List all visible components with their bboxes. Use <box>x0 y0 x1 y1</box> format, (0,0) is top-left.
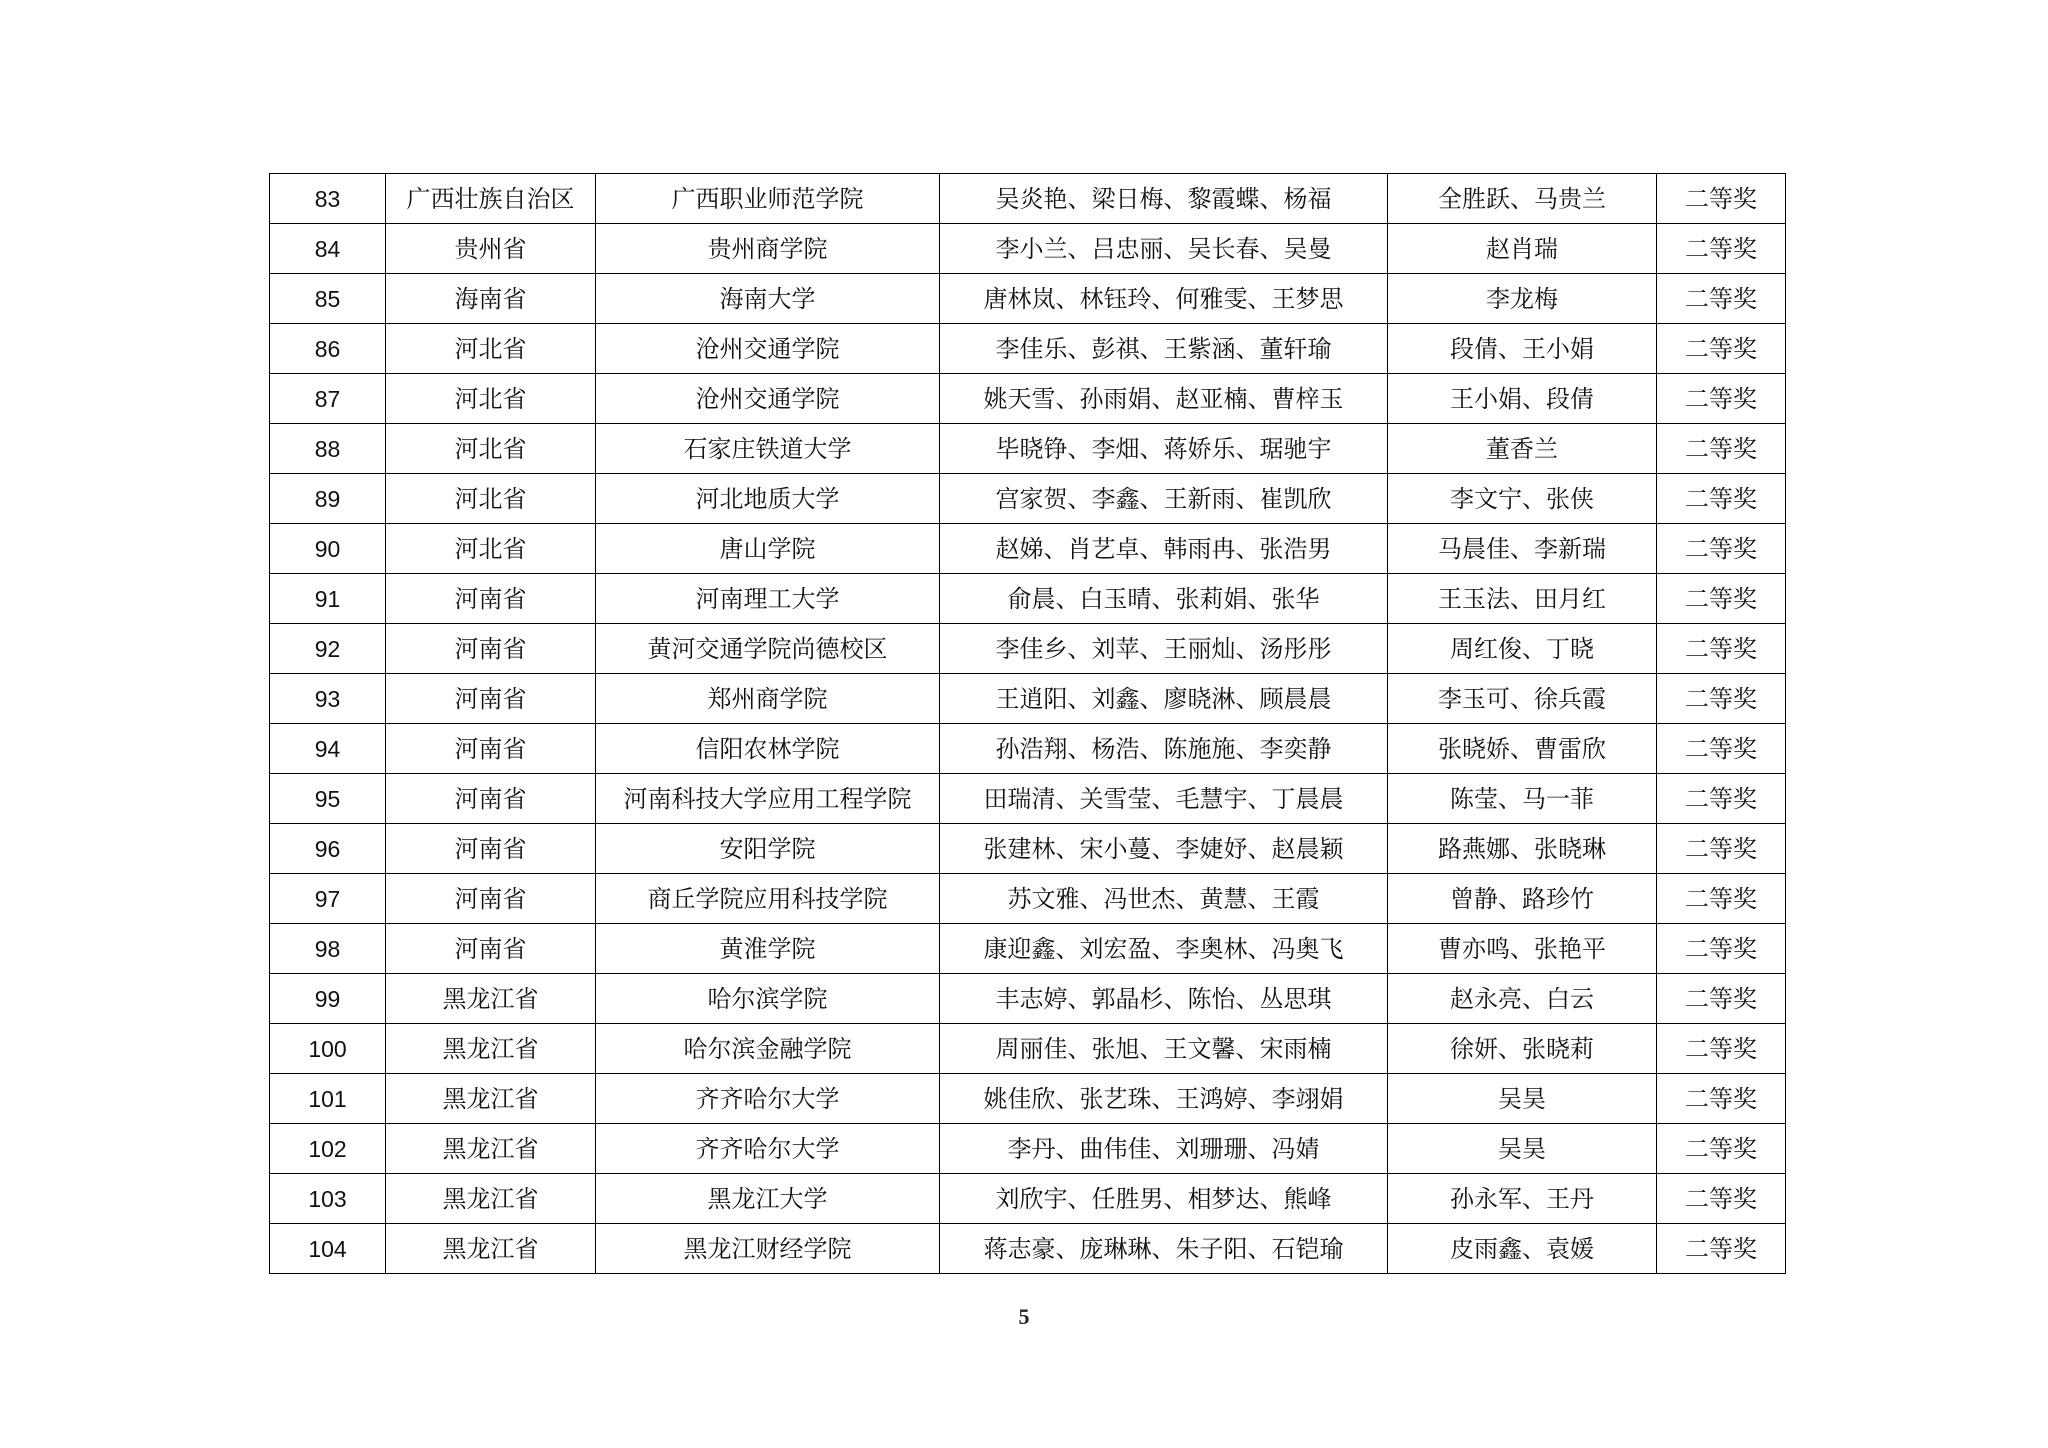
cell-school: 河南科技大学应用工程学院 <box>596 774 940 824</box>
cell-province: 河北省 <box>386 474 596 524</box>
cell-award: 二等奖 <box>1657 1124 1786 1174</box>
cell-award: 二等奖 <box>1657 624 1786 674</box>
cell-school: 河北地质大学 <box>596 474 940 524</box>
cell-students: 王逍阳、刘鑫、廖晓淋、顾晨晨 <box>940 674 1388 724</box>
cell-award: 二等奖 <box>1657 274 1786 324</box>
table-row <box>270 974 1786 1024</box>
table-row <box>270 174 1786 224</box>
cell-advisors: 段倩、王小娟 <box>1388 324 1657 374</box>
cell-school: 黄淮学院 <box>596 924 940 974</box>
cell-school: 贵州商学院 <box>596 224 940 274</box>
cell-award: 二等奖 <box>1657 1074 1786 1124</box>
cell-students: 张建林、宋小蔓、李婕妤、赵晨颖 <box>940 824 1388 874</box>
cell-province: 黑龙江省 <box>386 1024 596 1074</box>
cell-province: 广西壮族自治区 <box>386 174 596 224</box>
cell-number: 93 <box>270 674 386 724</box>
cell-province: 河南省 <box>386 924 596 974</box>
cell-advisors: 曾静、路珍竹 <box>1388 874 1657 924</box>
cell-province: 河南省 <box>386 574 596 624</box>
cell-advisors: 徐妍、张晓莉 <box>1388 1024 1657 1074</box>
cell-award: 二等奖 <box>1657 574 1786 624</box>
cell-number: 104 <box>270 1224 386 1274</box>
cell-students: 李佳乡、刘苹、王丽灿、汤彤彤 <box>940 624 1388 674</box>
cell-students: 姚天雪、孙雨娟、赵亚楠、曹梓玉 <box>940 374 1388 424</box>
cell-number: 95 <box>270 774 386 824</box>
cell-students: 唐林岚、林钰玲、何雅雯、王梦思 <box>940 274 1388 324</box>
cell-school: 商丘学院应用科技学院 <box>596 874 940 924</box>
cell-students: 毕晓铮、李畑、蒋娇乐、琚驰宇 <box>940 424 1388 474</box>
cell-number: 99 <box>270 974 386 1024</box>
cell-province: 海南省 <box>386 274 596 324</box>
award-table-body <box>270 174 1786 1274</box>
cell-students: 刘欣宇、任胜男、相梦达、熊峰 <box>940 1174 1388 1224</box>
cell-school: 唐山学院 <box>596 524 940 574</box>
cell-school: 黑龙江财经学院 <box>596 1224 940 1274</box>
cell-province: 河南省 <box>386 624 596 674</box>
cell-advisors: 周红俊、丁晓 <box>1388 624 1657 674</box>
cell-province: 黑龙江省 <box>386 1124 596 1174</box>
cell-award: 二等奖 <box>1657 924 1786 974</box>
cell-number: 102 <box>270 1124 386 1174</box>
cell-award: 二等奖 <box>1657 374 1786 424</box>
cell-school: 安阳学院 <box>596 824 940 874</box>
cell-province: 河南省 <box>386 724 596 774</box>
cell-advisors: 吴昊 <box>1388 1124 1657 1174</box>
table-row <box>270 724 1786 774</box>
cell-school: 黄河交通学院尚德校区 <box>596 624 940 674</box>
table-row <box>270 374 1786 424</box>
cell-number: 103 <box>270 1174 386 1224</box>
cell-school: 齐齐哈尔大学 <box>596 1124 940 1174</box>
cell-students: 姚佳欣、张艺珠、王鸿婷、李翊娟 <box>940 1074 1388 1124</box>
cell-province: 河北省 <box>386 524 596 574</box>
cell-number: 83 <box>270 174 386 224</box>
cell-number: 96 <box>270 824 386 874</box>
cell-school: 广西职业师范学院 <box>596 174 940 224</box>
cell-advisors: 赵肖瑞 <box>1388 224 1657 274</box>
cell-award: 二等奖 <box>1657 674 1786 724</box>
cell-students: 李佳乐、彭祺、王紫涵、董轩瑜 <box>940 324 1388 374</box>
cell-award: 二等奖 <box>1657 1024 1786 1074</box>
cell-advisors: 全胜跃、马贵兰 <box>1388 174 1657 224</box>
cell-students: 俞晨、白玉晴、张莉娟、张华 <box>940 574 1388 624</box>
cell-province: 黑龙江省 <box>386 1224 596 1274</box>
cell-school: 黑龙江大学 <box>596 1174 940 1224</box>
cell-number: 89 <box>270 474 386 524</box>
cell-award: 二等奖 <box>1657 524 1786 574</box>
cell-award: 二等奖 <box>1657 824 1786 874</box>
cell-province: 河北省 <box>386 374 596 424</box>
table-row <box>270 324 1786 374</box>
table-row <box>270 224 1786 274</box>
cell-advisors: 路燕娜、张晓琳 <box>1388 824 1657 874</box>
cell-students: 田瑞清、关雪莹、毛慧宇、丁晨晨 <box>940 774 1388 824</box>
cell-school: 哈尔滨学院 <box>596 974 940 1024</box>
cell-advisors: 陈莹、马一菲 <box>1388 774 1657 824</box>
cell-advisors: 王玉法、田月红 <box>1388 574 1657 624</box>
cell-students: 赵娣、肖艺卓、韩雨冉、张浩男 <box>940 524 1388 574</box>
cell-school: 沧州交通学院 <box>596 374 940 424</box>
cell-students: 苏文雅、冯世杰、黄慧、王霞 <box>940 874 1388 924</box>
cell-number: 91 <box>270 574 386 624</box>
cell-province: 黑龙江省 <box>386 974 596 1024</box>
cell-number: 101 <box>270 1074 386 1124</box>
table-row <box>270 774 1786 824</box>
table-row <box>270 1074 1786 1124</box>
award-table <box>269 173 1786 1274</box>
cell-students: 康迎鑫、刘宏盈、李奥林、冯奥飞 <box>940 924 1388 974</box>
cell-number: 92 <box>270 624 386 674</box>
cell-province: 黑龙江省 <box>386 1174 596 1224</box>
cell-school: 河南理工大学 <box>596 574 940 624</box>
cell-students: 蒋志豪、庞琳琳、朱子阳、石铠瑜 <box>940 1224 1388 1274</box>
table-row <box>270 674 1786 724</box>
table-row <box>270 1174 1786 1224</box>
table-row <box>270 274 1786 324</box>
table-row <box>270 624 1786 674</box>
cell-province: 河北省 <box>386 424 596 474</box>
cell-students: 吴炎艳、梁日梅、黎霞蝶、杨福 <box>940 174 1388 224</box>
cell-number: 97 <box>270 874 386 924</box>
cell-number: 100 <box>270 1024 386 1074</box>
cell-school: 信阳农林学院 <box>596 724 940 774</box>
cell-students: 李小兰、吕忠丽、吴长春、吴曼 <box>940 224 1388 274</box>
cell-award: 二等奖 <box>1657 474 1786 524</box>
cell-award: 二等奖 <box>1657 174 1786 224</box>
cell-school: 齐齐哈尔大学 <box>596 1074 940 1124</box>
cell-advisors: 董香兰 <box>1388 424 1657 474</box>
cell-award: 二等奖 <box>1657 774 1786 824</box>
cell-award: 二等奖 <box>1657 974 1786 1024</box>
cell-advisors: 张晓娇、曹雷欣 <box>1388 724 1657 774</box>
cell-award: 二等奖 <box>1657 224 1786 274</box>
table-row <box>270 874 1786 924</box>
table-row <box>270 824 1786 874</box>
cell-number: 90 <box>270 524 386 574</box>
cell-advisors: 李玉可、徐兵霞 <box>1388 674 1657 724</box>
cell-advisors: 李文宁、张侠 <box>1388 474 1657 524</box>
cell-school: 石家庄铁道大学 <box>596 424 940 474</box>
cell-students: 周丽佳、张旭、王文馨、宋雨楠 <box>940 1024 1388 1074</box>
cell-students: 李丹、曲伟佳、刘珊珊、冯婧 <box>940 1124 1388 1174</box>
table-row <box>270 474 1786 524</box>
cell-province: 河南省 <box>386 824 596 874</box>
cell-students: 丰志婷、郭晶杉、陈怡、丛思琪 <box>940 974 1388 1024</box>
table-row <box>270 924 1786 974</box>
cell-number: 85 <box>270 274 386 324</box>
table-row <box>270 1024 1786 1074</box>
page-number: 5 <box>1018 1304 1030 1329</box>
cell-school: 郑州商学院 <box>596 674 940 724</box>
cell-award: 二等奖 <box>1657 1224 1786 1274</box>
cell-award: 二等奖 <box>1657 1174 1786 1224</box>
cell-students: 宫家贺、李鑫、王新雨、崔凯欣 <box>940 474 1388 524</box>
table-row <box>270 574 1786 624</box>
table-row <box>270 524 1786 574</box>
cell-award: 二等奖 <box>1657 724 1786 774</box>
table-row <box>270 1124 1786 1174</box>
cell-award: 二等奖 <box>1657 874 1786 924</box>
cell-school: 沧州交通学院 <box>596 324 940 374</box>
cell-province: 黑龙江省 <box>386 1074 596 1124</box>
cell-award: 二等奖 <box>1657 324 1786 374</box>
cell-number: 87 <box>270 374 386 424</box>
table-row <box>270 1224 1786 1274</box>
cell-advisors: 李龙梅 <box>1388 274 1657 324</box>
cell-province: 河南省 <box>386 874 596 924</box>
cell-advisors: 曹亦鸣、张艳平 <box>1388 924 1657 974</box>
cell-number: 84 <box>270 224 386 274</box>
cell-province: 河南省 <box>386 774 596 824</box>
cell-number: 94 <box>270 724 386 774</box>
cell-province: 河北省 <box>386 324 596 374</box>
cell-advisors: 孙永军、王丹 <box>1388 1174 1657 1224</box>
cell-number: 98 <box>270 924 386 974</box>
cell-advisors: 马晨佳、李新瑞 <box>1388 524 1657 574</box>
cell-school: 海南大学 <box>596 274 940 324</box>
cell-number: 88 <box>270 424 386 474</box>
cell-award: 二等奖 <box>1657 424 1786 474</box>
table-row <box>270 424 1786 474</box>
cell-advisors: 皮雨鑫、袁媛 <box>1388 1224 1657 1274</box>
cell-students: 孙浩翔、杨浩、陈施施、李奕静 <box>940 724 1388 774</box>
cell-province: 贵州省 <box>386 224 596 274</box>
cell-school: 哈尔滨金融学院 <box>596 1024 940 1074</box>
cell-advisors: 赵永亮、白云 <box>1388 974 1657 1024</box>
cell-advisors: 吴昊 <box>1388 1074 1657 1124</box>
cell-number: 86 <box>270 324 386 374</box>
cell-advisors: 王小娟、段倩 <box>1388 374 1657 424</box>
cell-province: 河南省 <box>386 674 596 724</box>
